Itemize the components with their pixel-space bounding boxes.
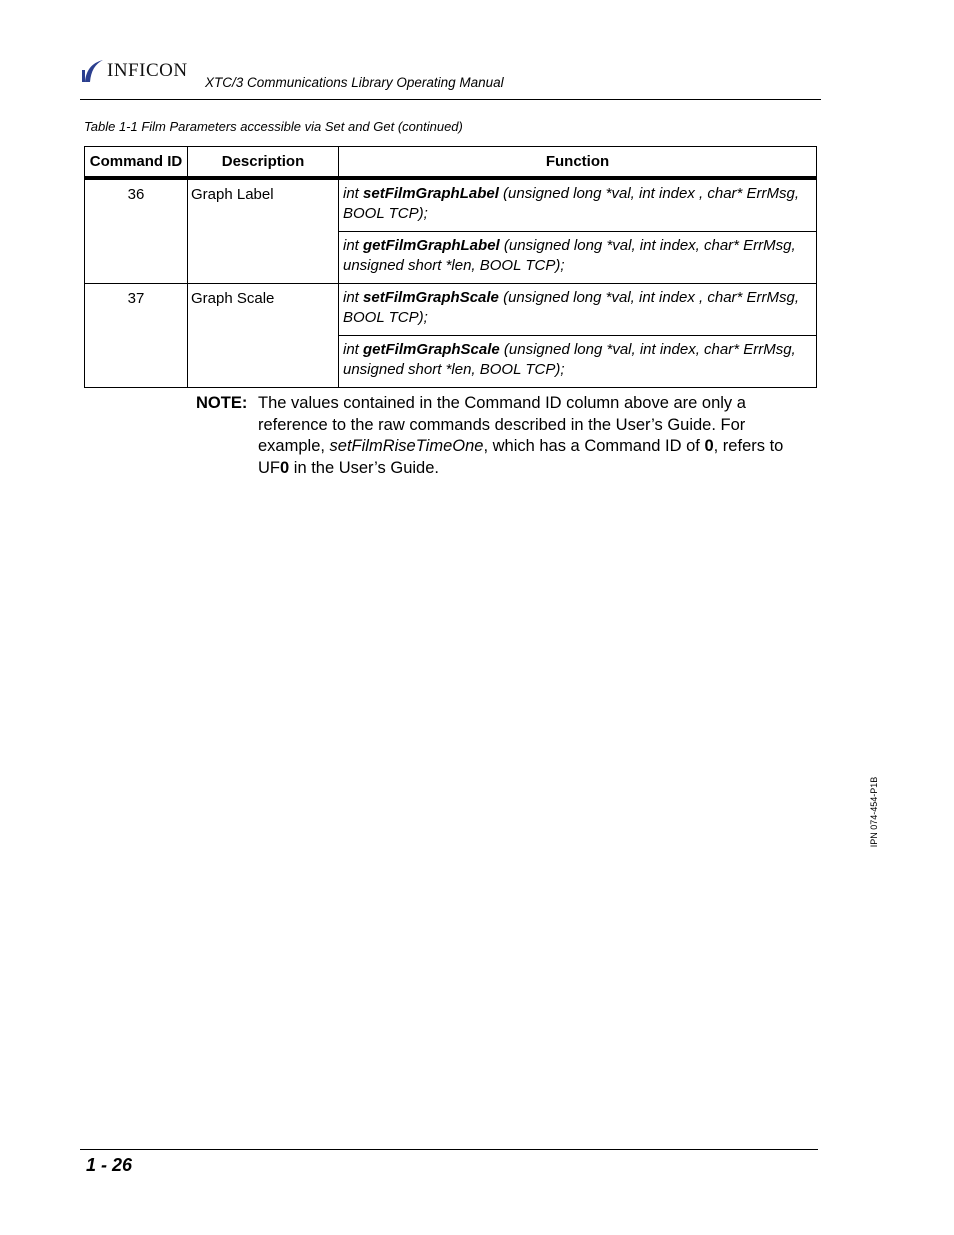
function-name: getFilmGraphLabel bbox=[363, 237, 500, 254]
function-args: (unsigned long *val, int index, char* ErrMsg, unsigned short *len, BOOL TCP); bbox=[343, 237, 796, 274]
function-return-type: int bbox=[343, 289, 364, 306]
command-id-cell: 36 bbox=[85, 178, 188, 284]
table-row bbox=[85, 178, 817, 232]
inficon-swoosh-icon bbox=[82, 59, 104, 83]
function-return-type: int bbox=[343, 341, 364, 358]
example-command-id: 0 bbox=[704, 437, 714, 456]
header-divider bbox=[80, 99, 821, 100]
function-cell bbox=[339, 178, 817, 232]
manual-title: XTC/3 Communications Library Operating Manual bbox=[205, 75, 504, 90]
table-caption: Table 1-1 Film Parameters accessible via Set and Get (continued) bbox=[84, 119, 463, 134]
table-row bbox=[85, 284, 817, 336]
column-header-function: Function bbox=[339, 147, 817, 179]
function-cell bbox=[339, 284, 817, 336]
film-parameters-table bbox=[84, 146, 817, 388]
column-header-command-id: Command ID bbox=[85, 147, 188, 179]
function-name: getFilmGraphScale bbox=[363, 341, 500, 358]
function-args: (unsigned long *val, int index , char* ErrMsg, BOOL TCP); bbox=[343, 185, 800, 222]
uf-number: 0 bbox=[280, 459, 290, 478]
function-name: setFilmGraphLabel bbox=[363, 185, 499, 202]
command-id-cell: 37 bbox=[85, 284, 188, 388]
page-number: 1 - 26 bbox=[86, 1155, 133, 1175]
table-header-row bbox=[85, 147, 817, 179]
footer-divider bbox=[80, 1149, 818, 1150]
description-cell: Graph Label bbox=[188, 178, 339, 284]
note-block bbox=[196, 393, 816, 480]
note-label: NOTE: bbox=[196, 394, 248, 412]
column-header-description: Description bbox=[188, 147, 339, 179]
function-args: (unsigned long *val, int index, char* ErrMsg, unsigned short *len, BOOL TCP); bbox=[343, 341, 796, 378]
note-text: The values contained in the Command ID column above are only a reference to the raw commands described in the User’s Guide. For example, setFilmRiseTimeOne, which has a Command ID of 0, refers to UF0 in the User’s Guide. bbox=[258, 394, 784, 478]
inficon-logo bbox=[82, 58, 188, 84]
logo-wordmark: INFICON bbox=[107, 60, 188, 81]
function-name: setFilmGraphScale bbox=[363, 289, 499, 306]
function-cell bbox=[339, 232, 817, 284]
example-function-name: setFilmRiseTimeOne bbox=[329, 437, 484, 456]
function-return-type: int bbox=[343, 185, 364, 202]
function-cell bbox=[339, 336, 817, 388]
function-return-type: int bbox=[343, 237, 364, 254]
function-args: (unsigned long *val, int index , char* ErrMsg, BOOL TCP); bbox=[343, 289, 800, 326]
document-part-number: IPN 074-454-P1B bbox=[869, 776, 879, 848]
description-cell: Graph Scale bbox=[188, 284, 339, 388]
